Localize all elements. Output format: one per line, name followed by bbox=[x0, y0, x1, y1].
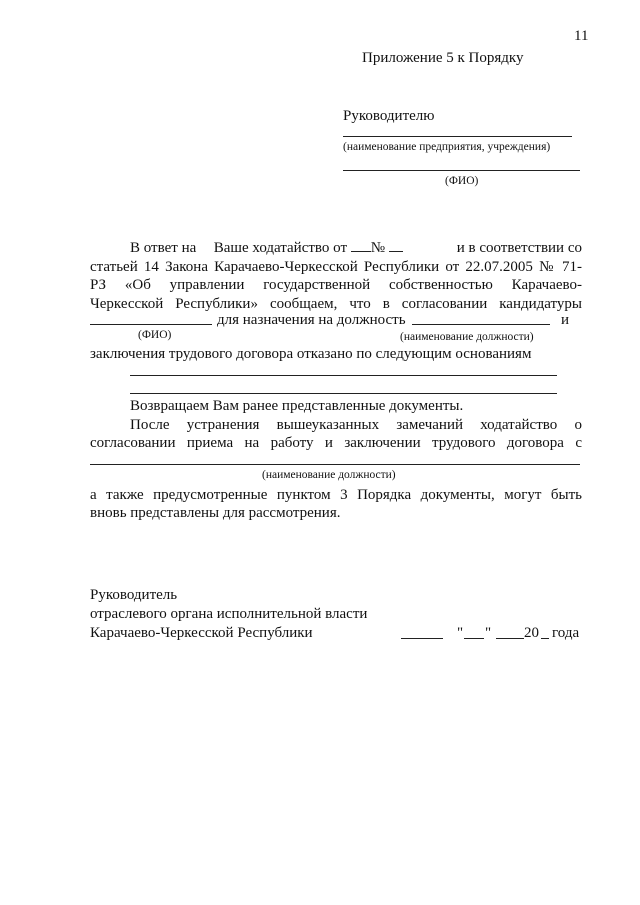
date-open-quote: " bbox=[457, 625, 464, 641]
body-line-2: статьей 14 Закона Карачаево-Черкесской Республики от 22.07.2005 № 71- bbox=[90, 259, 582, 275]
signature-line-3: Карачаево-Черкесской Республики bbox=[90, 625, 313, 641]
position-blank-line-2 bbox=[90, 464, 580, 465]
addressee-fio-line bbox=[343, 170, 580, 171]
date-year-suffix: года bbox=[552, 625, 580, 641]
body-line-1 bbox=[130, 239, 582, 257]
and-conjunction: и bbox=[561, 312, 570, 328]
position-caption: (наименование должности) bbox=[400, 331, 534, 343]
petition-ref: Ваше ходатайство от bbox=[213, 240, 348, 256]
fio-blank-line bbox=[90, 324, 212, 325]
return-docs-text: Возвращаем Вам ранее представленные документы. bbox=[130, 398, 464, 414]
number-blank bbox=[389, 239, 403, 252]
signature-blank bbox=[401, 638, 443, 639]
body-p3-line-1: После устранения вышеуказанных замечаний ходатайство о bbox=[130, 417, 582, 433]
addressee-org-caption: (наименование предприятия, учреждения) bbox=[343, 141, 551, 153]
date-year-blank bbox=[541, 638, 549, 639]
addressee-title: Руководителю bbox=[343, 108, 435, 124]
signature-line-1: Руководитель bbox=[90, 587, 178, 603]
number-sign: № bbox=[370, 240, 386, 256]
page-number: 11 bbox=[574, 28, 589, 44]
fio-caption: (ФИО) bbox=[138, 329, 172, 341]
grounds-line-1 bbox=[130, 375, 557, 376]
body-line-4: Черкесской Республики» сообщаем, что в согласовании кандидатуры bbox=[90, 296, 582, 312]
position-blank-line bbox=[412, 324, 550, 325]
body-p3-line-4: вновь представлены для рассмотрения. bbox=[90, 505, 341, 521]
grounds-line-2 bbox=[130, 393, 557, 394]
date-close-quote: " bbox=[485, 625, 492, 641]
appendix-heading: Приложение 5 к Порядку bbox=[362, 50, 524, 66]
date-month-blank bbox=[496, 638, 524, 639]
date-blank bbox=[351, 239, 371, 252]
body-p3-line-3: а также предусмотренные пунктом 3 Порядка документы, могут быть bbox=[90, 487, 582, 503]
body-line-3: РЗ «Об управлении государственной собственностью Карачаево- bbox=[90, 277, 582, 293]
signature-line-2: отраслевого органа исполнительной власти bbox=[90, 606, 368, 622]
addressee-org-line bbox=[343, 136, 572, 137]
body-p3-line-2: согласовании приема на работу и заключении трудового договора с bbox=[90, 435, 582, 451]
body-line-6: заключения трудового договора отказано по следующим основаниям bbox=[90, 346, 532, 362]
date-year-prefix: 20 bbox=[524, 625, 539, 641]
reply-intro: В ответ на bbox=[130, 240, 197, 256]
accordance-text: и в соответствии со bbox=[456, 240, 582, 256]
position-phrase: для назначения на должность bbox=[217, 312, 406, 328]
date-day-blank bbox=[464, 638, 484, 639]
position-caption-2: (наименование должности) bbox=[262, 469, 396, 481]
addressee-fio-caption: (ФИО) bbox=[445, 175, 479, 187]
